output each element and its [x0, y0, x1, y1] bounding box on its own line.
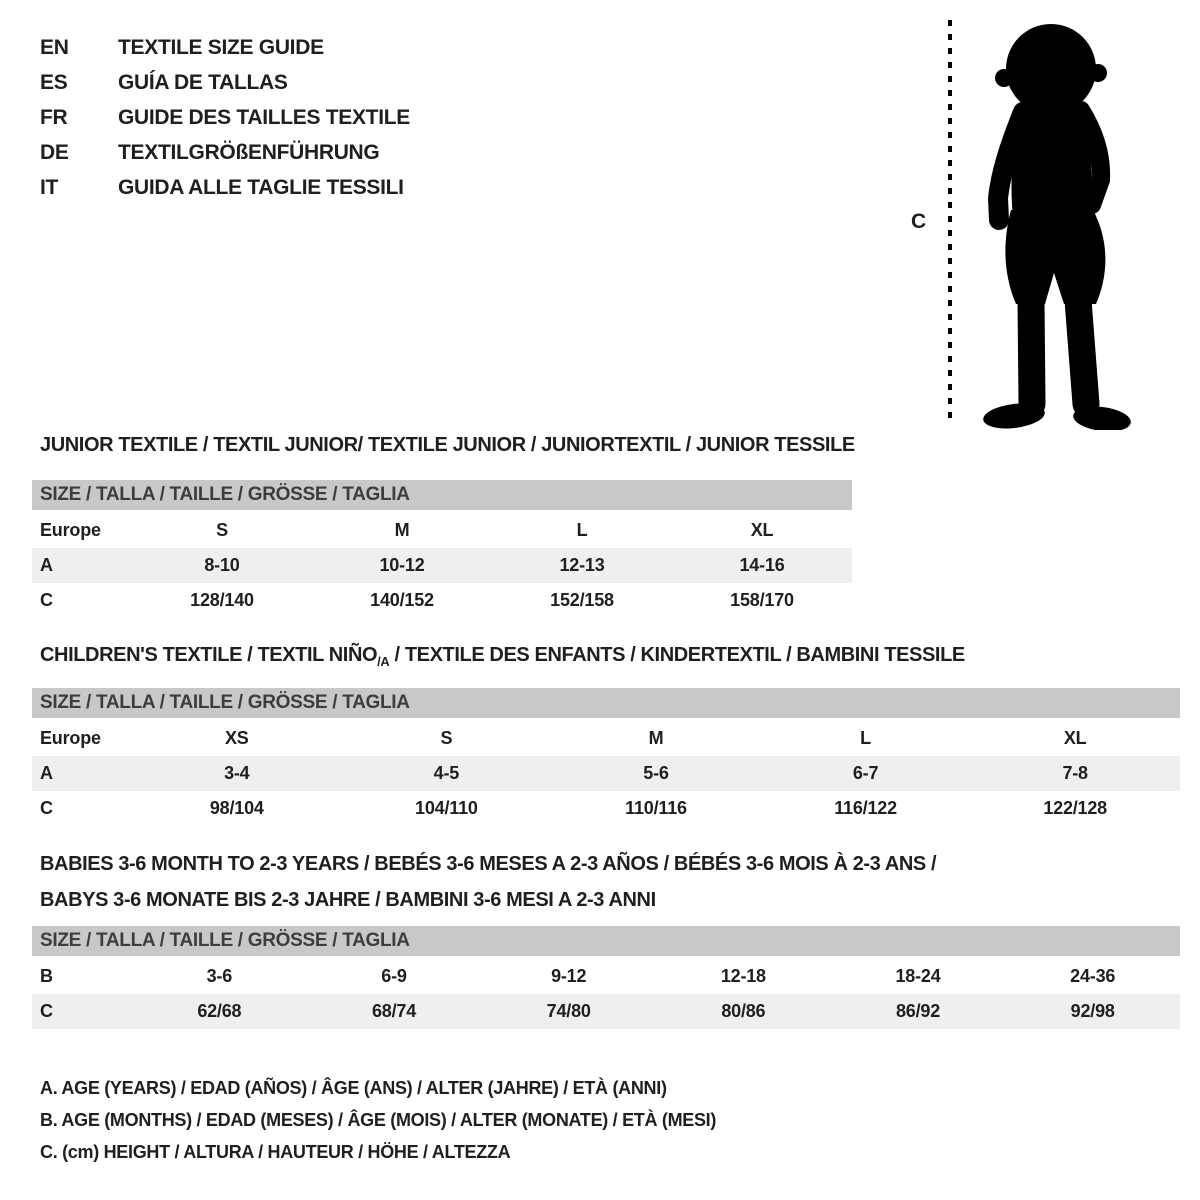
age-cell: 12-13: [559, 555, 605, 575]
height-cell: 110/116: [625, 798, 687, 818]
height-cell: 92/98: [1070, 1001, 1115, 1021]
table-row-height: [32, 583, 852, 618]
size-cell: XL: [1063, 728, 1087, 748]
age-cell: 7-8: [1062, 763, 1088, 783]
height-dotted-line-icon: [947, 20, 953, 424]
guide-title-es: GUÍA DE TALLAS: [118, 70, 288, 94]
section-title-babies-line2: BABYS 3-6 MONATE BIS 2-3 JAHRE / BAMBINI 3-6 MESI A 2-3 ANNI: [40, 889, 656, 911]
height-cell: 80/86: [721, 1001, 766, 1021]
height-cell: 140/152: [370, 590, 434, 610]
baby-height-figure: [905, 12, 1185, 436]
baby-silhouette-icon: [969, 12, 1159, 430]
lang-row-fr: [40, 100, 410, 135]
height-cell: 122/128: [1043, 798, 1107, 818]
row-label: B: [40, 966, 53, 986]
children-size-table: [32, 688, 1180, 826]
legend-line-a: A. AGE (YEARS) / EDAD (AÑOS) / ÂGE (ANS) / ALTER (JAHRE) / ETÀ (ANNI): [40, 1078, 667, 1098]
size-header-bar: SIZE / TALLA / TAILLE / GRÖSSE / TAGLIA: [32, 480, 852, 510]
age-cell: 18-24: [895, 966, 941, 986]
section-title-junior: JUNIOR TEXTILE / TEXTIL JUNIOR/ TEXTILE JUNIOR / JUNIORTEXTIL / JUNIOR TESSILE: [40, 434, 855, 456]
size-cell: XL: [750, 520, 774, 540]
height-cell: 68/74: [371, 1001, 417, 1021]
table-row-age: [32, 548, 852, 583]
age-cell: 14-16: [739, 555, 785, 575]
section-title-children-post: / TEXTILE DES ENFANTS / KINDERTEXTIL / BAMBINI TESSILE: [389, 644, 965, 666]
age-cell: 10-12: [379, 555, 425, 575]
size-cell: M: [648, 728, 664, 748]
age-cell: 4-5: [433, 763, 460, 783]
lang-code: IT: [40, 175, 59, 199]
lang-row-es: [40, 65, 410, 100]
age-cell: 6-9: [381, 966, 407, 986]
language-title-block: [40, 30, 410, 205]
row-label: Europe: [40, 520, 101, 540]
row-label: C: [40, 798, 53, 818]
row-label: A: [40, 555, 53, 575]
height-cell: 62/68: [197, 1001, 242, 1021]
table-row-height: [32, 791, 1180, 826]
lang-code: EN: [40, 35, 69, 59]
row-label: C: [40, 1001, 53, 1021]
table-row-europe: [32, 513, 852, 548]
height-cell: 128/140: [190, 590, 254, 610]
section-title-children: [40, 644, 965, 669]
section-title-children-pre: CHILDREN'S TEXTILE / TEXTIL NIÑO: [40, 644, 378, 666]
row-label: C: [40, 590, 53, 610]
size-cell: XS: [224, 728, 249, 748]
lang-code: ES: [40, 70, 68, 94]
size-cell: L: [860, 728, 871, 748]
height-cell: 74/80: [546, 1001, 591, 1021]
age-cell: 3-6: [206, 966, 233, 986]
height-measure-label: C: [911, 210, 927, 233]
age-cell: 9-12: [551, 966, 587, 986]
age-cell: 3-4: [224, 763, 250, 783]
junior-size-table: [32, 480, 852, 618]
lang-row-en: [40, 30, 410, 65]
table-row-height: [32, 994, 1180, 1029]
height-cell: 116/122: [834, 798, 897, 818]
row-label: A: [40, 763, 53, 783]
height-cell: 158/170: [730, 590, 794, 610]
age-cell: 12-18: [720, 966, 766, 986]
row-label: Europe: [40, 728, 101, 748]
legend-line-c: C. (cm) HEIGHT / ALTURA / HAUTEUR / HÖHE / ALTEZZA: [40, 1142, 511, 1162]
size-cell: S: [216, 520, 228, 540]
section-title-children-sub: /A: [377, 654, 390, 669]
height-cell: 152/158: [550, 590, 614, 610]
age-cell: 8-10: [204, 555, 240, 575]
table-row-age: [32, 756, 1180, 791]
size-cell: S: [440, 728, 453, 748]
guide-title-it: GUIDA ALLE TAGLIE TESSILI: [118, 175, 404, 199]
legend-line-b: B. AGE (MONTHS) / EDAD (MESES) / ÂGE (MOIS) / ALTER (MONATE) / ETÀ (MESI): [40, 1110, 717, 1130]
guide-title-fr: GUIDE DES TAILLES TEXTILE: [118, 105, 410, 129]
size-cell: L: [576, 520, 588, 540]
section-title-babies: [40, 846, 936, 918]
table-row-age-months: [32, 959, 1180, 994]
section-title-babies-line1: BABIES 3-6 MONTH TO 2-3 YEARS / BEBÉS 3-6 MESES A 2-3 AÑOS / BÉBÉS 3-6 MOIS À 2-3 ANS /: [40, 853, 937, 875]
measure-legend-block: [40, 1072, 716, 1168]
height-cell: 86/92: [896, 1001, 941, 1021]
lang-code: FR: [40, 105, 68, 129]
height-cell: 98/104: [209, 798, 264, 818]
age-cell: 24-36: [1070, 966, 1116, 986]
size-header-bar: SIZE / TALLA / TAILLE / GRÖSSE / TAGLIA: [32, 688, 1180, 718]
age-cell: 5-6: [643, 763, 669, 783]
size-header-bar: SIZE / TALLA / TAILLE / GRÖSSE / TAGLIA: [32, 926, 1180, 956]
age-cell: 6-7: [852, 763, 879, 783]
guide-title-en: TEXTILE SIZE GUIDE: [118, 35, 324, 59]
lang-code: DE: [40, 140, 69, 164]
lang-row-de: [40, 135, 410, 170]
size-cell: M: [394, 520, 410, 540]
babies-size-table: [32, 926, 1180, 1029]
guide-title-de: TEXTILGRÖßENFÜHRUNG: [118, 140, 380, 164]
height-cell: 104/110: [415, 798, 478, 818]
table-row-europe: [32, 721, 1180, 756]
lang-row-it: [40, 170, 410, 205]
